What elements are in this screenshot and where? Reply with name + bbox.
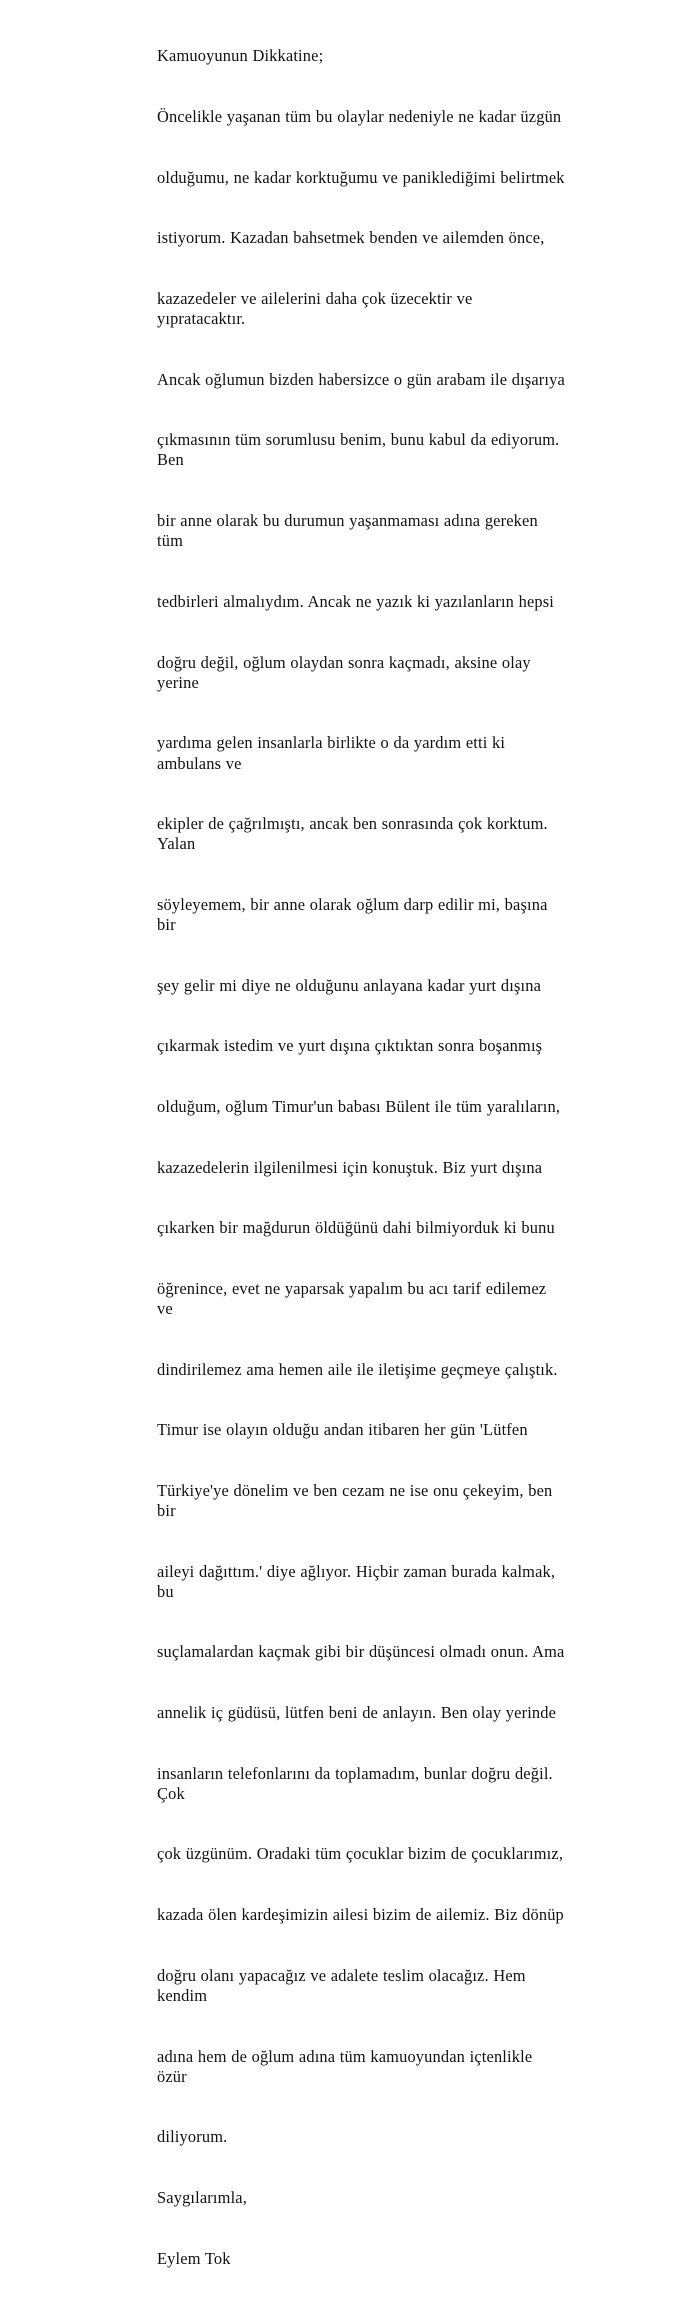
statement-body-line: olduğumu, ne kadar korktuğumu ve paniklediğimi belirtmek [157,167,565,187]
statement-body-line: kazazedeler ve ailelerini daha çok üzecektir ve yıpratacaktır. [157,288,478,329]
statement-body-line: yardıma gelen insanlarla birlikte o da yardım etti ki ambulans ve [157,733,510,773]
statement-body-line: diliyorum. [157,2127,228,2147]
statement-text-block [157,6,565,2309]
statement-salutation: Kamuoyunun Dikkatine; [157,46,324,66]
statement-body-line: kazazedelerin ilgilenilmesi için konuştuk. Biz yurt dışına [157,1157,543,1177]
statement-body-line: çıkarken bir mağdurun öldüğünü dahi bilmiyorduk ki bunu [157,1218,555,1238]
statement-body-line: tedbirleri almalıydım. Ancak ne yazık ki yazılanların hepsi [157,591,555,611]
statement-body-line: doğru değil, oğlum olaydan sonra kaçmadı, aksine olay yerine [157,652,536,692]
statement-body-line: çok üzgünüm. Oradaki tüm çocuklar bizim de çocuklarımız, [157,1844,564,1864]
statement-body-line: ekipler de çağrılmıştı, ancak ben sonrasında çok korktum. Yalan [157,814,552,854]
statement-body-line: Türkiye'ye dönelim ve ben cezam ne ise onu çekeyim, ben bir [157,1480,558,1521]
statement-body-line: öğrenince, evet ne yaparsak yapalım bu acı tarif edilemez ve [157,1278,551,1318]
statement-closing: Saygılarımla, [157,2187,247,2207]
statement-body-line: adına hem de oğlum adına tüm kamuoyundan içtenlikle özür [157,2046,537,2086]
statement-body-line: çıkarmak istedim ve yurt dışına çıktıktan sonra boşanmış [157,1036,543,1056]
statement-body-line: dindirilemez ama hemen aile ile iletişime geçmeye çalıştık. [157,1359,558,1379]
statement-signature: Eylem Tok [157,2248,231,2268]
statement-body-line: bir anne olarak bu durumun yaşanmaması adına gereken tüm [157,511,543,551]
statement-body-line: insanların telefonlarını da toplamadım, bunlar doğru değil. Çok [157,1763,558,1803]
statement-body-line: olduğum, oğlum Timur'un babası Bülent ile tüm yaralıların, [157,1096,561,1116]
statement-body-line: suçlamalardan kaçmak gibi bir düşüncesi olmadı onun. Ama [157,1642,565,1662]
statement-body-line: çıkmasının tüm sorumlusu benim, bunu kabul da ediyorum. Ben [157,430,564,470]
statement-body-line: Ancak oğlumun bizden habersizce o gün arabam ile dışarıya [157,369,565,389]
statement-body-line: annelik iç güdüsü, lütfen beni de anlayın. Ben olay yerinde [157,1703,557,1723]
statement-body-line: istiyorum. Kazadan bahsetmek benden ve ailemden önce, [157,228,545,248]
statement-body-line: doğru olanı yapacağız ve adalete teslim olacağız. Hem kendim [157,1965,531,2005]
statement-body-line: kazada ölen kardeşimizin ailesi bizim de ailemiz. Biz dönüp [157,1905,564,1925]
statement-body-line: aileyi dağıttım.' diye ağlıyor. Hiçbir zaman burada kalmak, bu [157,1561,560,1601]
statement-body-line: Timur ise olayın olduğu andan itibaren her gün 'Lütfen [157,1420,528,1440]
statement-body-line: Öncelikle yaşanan tüm bu olaylar nedeniyle ne kadar üzgün [157,107,562,127]
statement-body-line: söyleyemem, bir anne olarak oğlum darp edilir mi, başına bir [157,894,553,935]
statement-body-line: şey gelir mi diye ne olduğunu anlayana kadar yurt dışına [157,975,542,995]
